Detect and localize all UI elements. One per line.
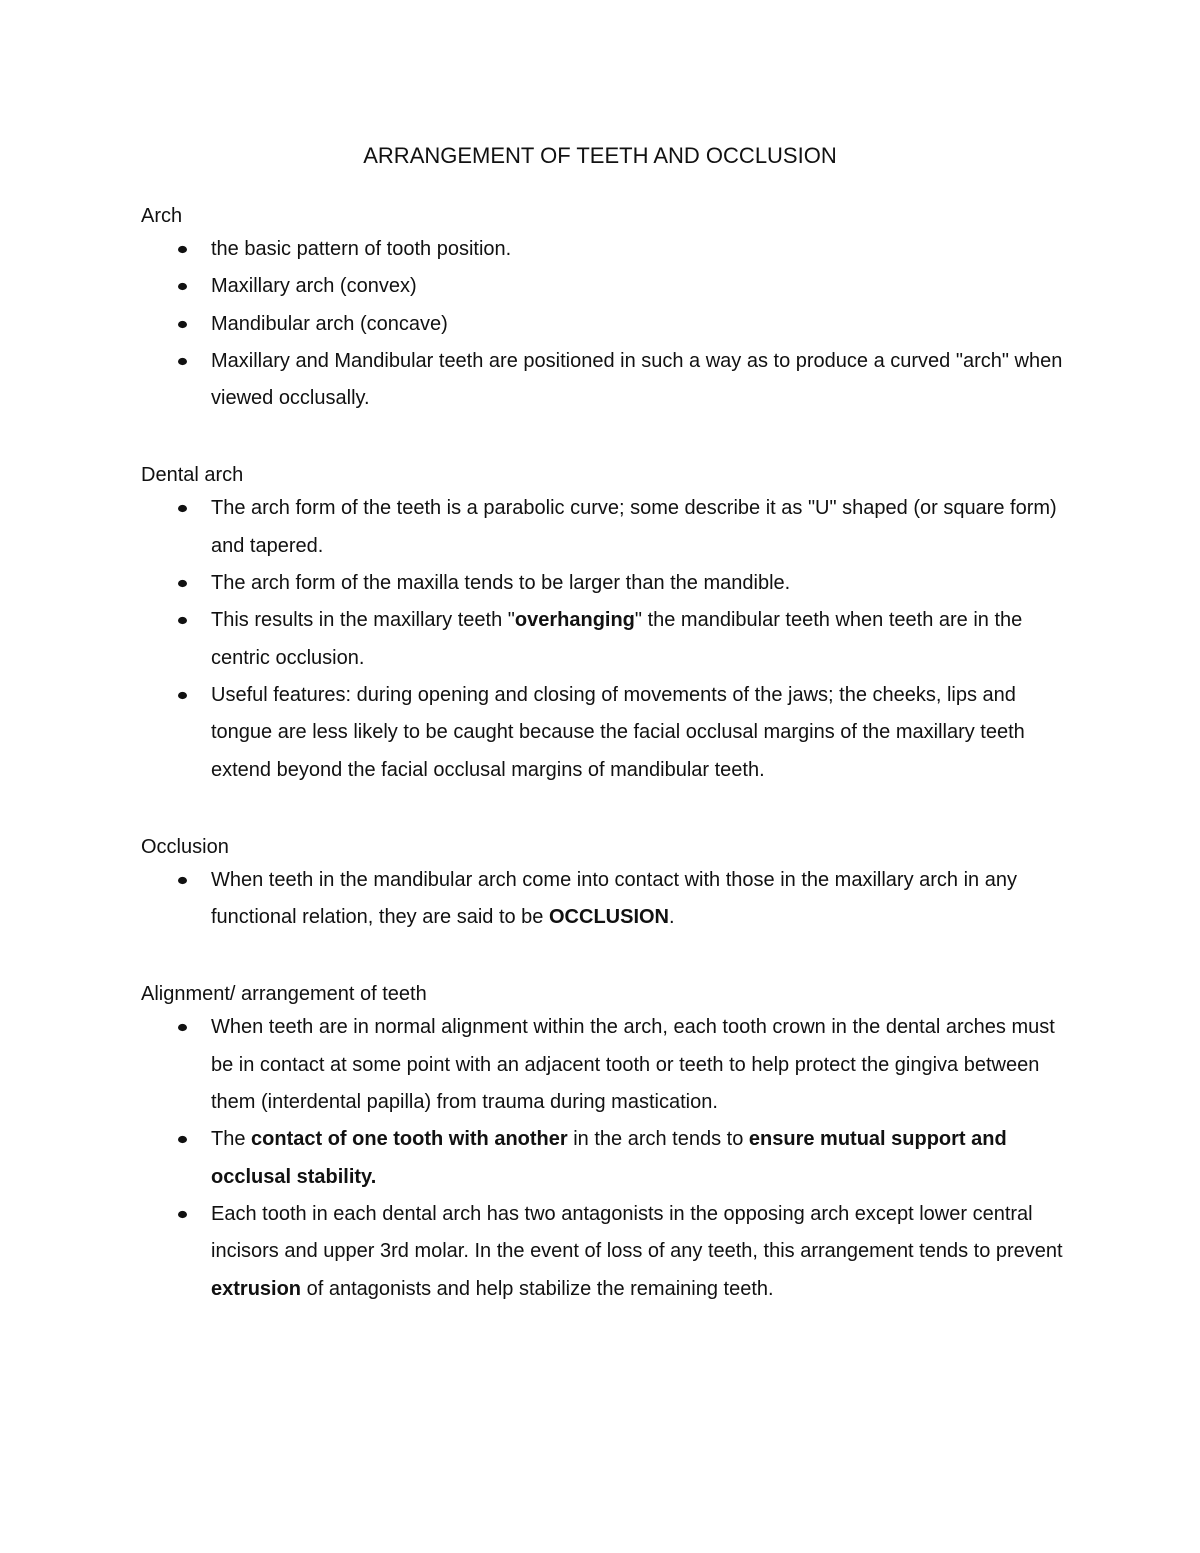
section-heading: Alignment/ arrangement of teeth — [141, 983, 427, 1006]
bullet-list — [141, 490, 1071, 788]
text-run: Maxillary arch (convex) — [211, 275, 417, 298]
bold-text: ensure mutual support and occlusal stability. — [211, 1128, 1007, 1188]
bullet-item — [141, 1121, 1071, 1196]
bullet-item — [141, 1196, 1071, 1308]
text-run: When teeth in the mandibular arch come into contact with those in the maxillary arch in any functional relation, they are said to be — [211, 868, 1017, 929]
text-run: the basic pattern of tooth position. — [211, 238, 512, 260]
text-run: Maxillary and Mandibular teeth are positioned in such a way as to produce a curved "arch" when viewed occlusally. — [211, 349, 1063, 410]
bullet-item — [141, 268, 1071, 305]
bold-text: OCCLUSION — [549, 906, 669, 929]
bullet-dot-icon — [178, 877, 187, 884]
bullet-dot-icon — [178, 505, 187, 512]
text-run: " the mandibular teeth when teeth are in the centric occlusion. — [211, 609, 1023, 669]
text-run: . — [669, 906, 675, 929]
bullet-item — [141, 677, 1071, 789]
text-run: When teeth are in normal alignment within the arch, each tooth crown in the dental arches must be in contact at some point with an adjacent tooth or teeth to help protect the gingiva between them (interdental papilla) from trauma during mastication. — [211, 1016, 1055, 1114]
bullet-item — [141, 490, 1071, 565]
bold-text: extrusion — [211, 1277, 302, 1300]
section-heading: Arch — [141, 205, 183, 227]
bullet-list — [141, 1009, 1071, 1307]
bullet-dot-icon — [178, 692, 187, 699]
bullet-dot-icon — [178, 283, 187, 290]
text-run: in the arch tends to — [567, 1128, 749, 1151]
bullet-list — [141, 231, 1071, 417]
bullet-dot-icon — [178, 246, 187, 253]
bullet-item — [141, 862, 1071, 937]
text-run: Mandibular arch (concave) — [211, 312, 448, 335]
bullet-item — [141, 565, 1071, 602]
bullet-item — [141, 343, 1071, 418]
bullet-dot-icon — [178, 617, 187, 624]
bullet-dot-icon — [178, 320, 187, 327]
bullet-dot-icon — [178, 1136, 187, 1143]
bullet-dot-icon — [178, 1024, 187, 1031]
text-run: Each tooth in each dental arch has two antagonists in the opposing arch except lower central incisors and upper 3rd molar. In the event of loss of any teeth, this arrangement tends to prevent — [211, 1202, 1063, 1263]
bold-text: contact of one tooth with another — [251, 1128, 568, 1151]
text-run: The — [211, 1128, 252, 1151]
section-heading: Dental arch — [141, 464, 244, 487]
bullet-item — [141, 231, 1071, 268]
bullet-dot-icon — [178, 1211, 187, 1218]
text-run: Useful features: during opening and closing of movements of the jaws; the cheeks, lips and tongue are less likely to be caught because the facial occlusal margins of the maxillary teeth extend beyond the facial occlusal margins of mandibular teeth. — [211, 683, 1025, 781]
document-body — [141, 201, 1071, 1351]
bullet-dot-icon — [178, 580, 187, 587]
bold-text: overhanging — [514, 609, 635, 632]
text-run: This results in the maxillary teeth " — [211, 609, 515, 632]
text-run: The arch form of the teeth is a parabolic curve; some describe it as "U" shaped (or square form) and tapered. — [211, 497, 1057, 557]
section-heading: Occlusion — [141, 835, 229, 858]
bullet-list — [141, 862, 1071, 937]
document-title: ARRANGEMENT OF TEETH AND OCCLUSION — [363, 143, 837, 168]
text-run: The arch form of the maxilla tends to be larger than the mandible. — [211, 572, 791, 595]
text-run: of antagonists and help stabilize the remaining teeth. — [301, 1277, 774, 1300]
bullet-item — [141, 1009, 1071, 1121]
bullet-dot-icon — [178, 358, 187, 365]
bullet-item — [141, 602, 1071, 677]
bullet-item — [141, 306, 1071, 343]
